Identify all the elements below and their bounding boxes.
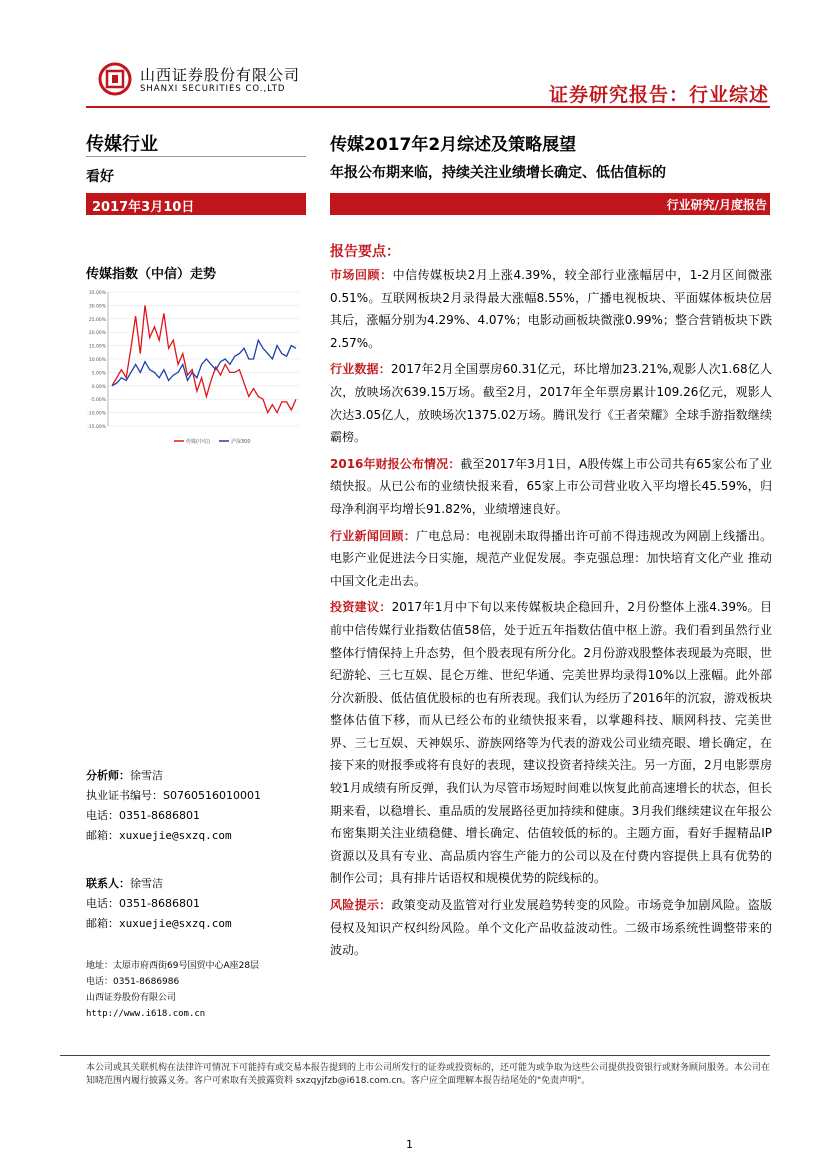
company-logo-icon [98,62,132,96]
report-body [330,264,772,966]
contact-email[interactable]: xuxuejie@sxzq.com [119,917,232,930]
contact-label: 联系人： [86,877,130,890]
paragraph-news-review: 行业新闻回顾：广电总局：电视剧未取得播出许可前不得违规改为网剧上线播出。电影产业促进法今日实施，规范产业促发展。李克强总理：加快培育文化产业 推动中国文化走出去。 [330,528,772,588]
y-tick-label: 30.00% [88,304,106,310]
company-name-cn: 山西证券股份有限公司 [140,66,301,84]
contact-block [86,874,232,934]
company-url[interactable]: http://www.i618.com.cn [86,1009,206,1019]
y-tick-label: -15.00% [87,425,106,430]
y-tick-label: 0.00% [91,384,106,390]
report-type: 证券研究报告：行业综述 [548,84,769,106]
y-tick-label: 35.00% [88,291,106,296]
y-tick-label: -10.00% [87,411,106,417]
header-divider [86,106,770,108]
y-tick-label: 15.00% [88,344,106,350]
analyst-email[interactable]: xuxuejie@sxzq.com [119,829,232,842]
footer-divider [60,1055,770,1056]
contact-phone: 0351-8686801 [119,897,200,910]
paragraph-risk-warning: 风险提示：政策变动及监管对行业发展趋势转变的风险。市场竞争加剧风险。盗版侵权及知识产权纠纷风险。单个文化产品收益波动性。二级市场系统性调整带来的波动。 [330,898,772,958]
company-address: 地址：太原市府西街69号国贸中心A座28层 [86,961,260,971]
email-label: 邮箱： [86,829,119,842]
cert-label: 执业证书编号： [86,789,163,802]
company-name-footer: 山西证券股份有限公司 [86,993,177,1003]
industry-name: 传媒行业 [86,134,158,155]
y-tick-label: 5.00% [91,371,106,377]
analyst-name: 徐雪洁 [130,769,163,782]
y-tick-label: -5.00% [90,398,106,404]
paragraph-annual-report: 2016年财报公布情况：截至2017年3月1日，A股传媒上市公司共有65家公布了业绩快报。从已公布的业绩快报来看，65家上市公司营业收入平均增长45.59%，归母净利润平均增长91.82%，业绩增速良好。 [330,456,772,516]
left-divider [86,156,306,157]
legend-label-0: 传媒(中信) [186,439,210,445]
cert-number: S0760516010001 [163,789,261,802]
y-tick-label: 20.00% [88,331,106,337]
address-block [86,958,259,1022]
contact-name: 徐雪洁 [130,877,163,890]
report-category: 行业研究/月度报告 [666,198,767,212]
analyst-block [86,766,261,846]
paragraph-industry-data: 行业数据：2017年2月全国票房60.31亿元，环比增加23.21%,观影人次1.68亿人次，放映场次639.15万场。截至2月，2017年全年票房累计109.26亿元，观影人次达3.05亿人，放映场次1375.02万场。腾讯发行《王者荣耀》全球手游指数继续霸榜。 [330,362,772,445]
y-tick-label: 10.00% [88,358,106,363]
contact-email-label: 邮箱： [86,917,119,930]
report-date: 2017年3月10日 [92,200,195,215]
phone-label: 电话： [86,809,119,822]
analyst-phone: 0351-8686801 [119,809,200,822]
company-name-en: SHANXI SECURITIES CO.,LTD [140,84,286,94]
disclaimer: 本公司或其关联机构在法律许可情况下可能持有或交易本报告提到的上市公司所发行的证券或投资标的，还可能为或争取为这些公司提供投资银行或财务顾问服务。本公司在知晓范围内履行披露义务。客户可索取有关披露资料 sxzqyjfzb@i618.com.cn。客户应全面理解本报告结尾处的"免责声明"。 [86,1063,771,1086]
contact-phone-label: 电话： [86,897,119,910]
page-number: 1 [406,1138,413,1151]
index-trend-chart [84,286,306,451]
rating: 看好 [86,169,114,185]
y-tick-label: 25.00% [88,317,106,323]
legend-label-1: 沪深300 [231,439,251,445]
analyst-label: 分析师： [86,769,130,782]
company-phone: 电话：0351-8686986 [86,977,180,987]
report-title: 传媒2017年2月综述及策略展望 [330,135,577,155]
paragraph-market-review: 市场回顾：中信传媒板块2月上涨4.39%，较全部行业涨幅居中，1-2月区间微涨0.51%。互联网板块2月录得最大涨幅8.55%，广播电视板块、平面媒体板块位居其后，涨幅分别为4.29%、4.07%；电影动画板块微涨0.99%；整合营销板块下跌2.57%。 [330,268,772,350]
paragraph-investment-advice: 投资建议：2017年1月中下旬以来传媒板块企稳回升，2月份整体上涨4.39%。目前中信传媒行业指数估值58倍，处于近五年指数估值中枢上游。我们看到虽然行业整体行情保持上升态势，但个股表现有所分化。2月份游戏股整体表现最为亮眼，世纪游轮、三七互娱、昆仑万维、世纪华通、完美世界均录得10%以上涨幅。此外部分次新股、低估值优股标的也有所表现。我们认为经历了2016年的沉寂，游戏板块整体估值下移，而从已经公布的业绩快报来看，以掌趣科技、顺网科技、完美世界、三七互娱、天神娱乐、游族网络等为代表的游戏公司业绩亮眼、增长确定，在接下来的财报季或将有良好的表现，建议投资者持续关注。另一方面，2月电影票房较1月成绩有所反弹，我们认为尽管市场短时间难以恢复此前高速增长的状态，但长期来看，以稳增长、重品质的发展路径更加持续和健康。3月我们继续建议在年报公布密集期关注业绩稳健、增长确定、估值较低的标的。主题方面，看好手握精品IP资源以及具有专业、高品质内容生产能力的公司以及在付费内容提供上具有优势的制作公司；具有排片话语权和规模优势的院线标的。 [330,600,772,886]
chart-title: 传媒指数（中信）走势 [86,267,217,282]
report-subtitle: 年报公布期来临，持续关注业绩增长确定、低估值标的 [330,165,666,181]
key-points-title: 报告要点： [330,244,400,260]
